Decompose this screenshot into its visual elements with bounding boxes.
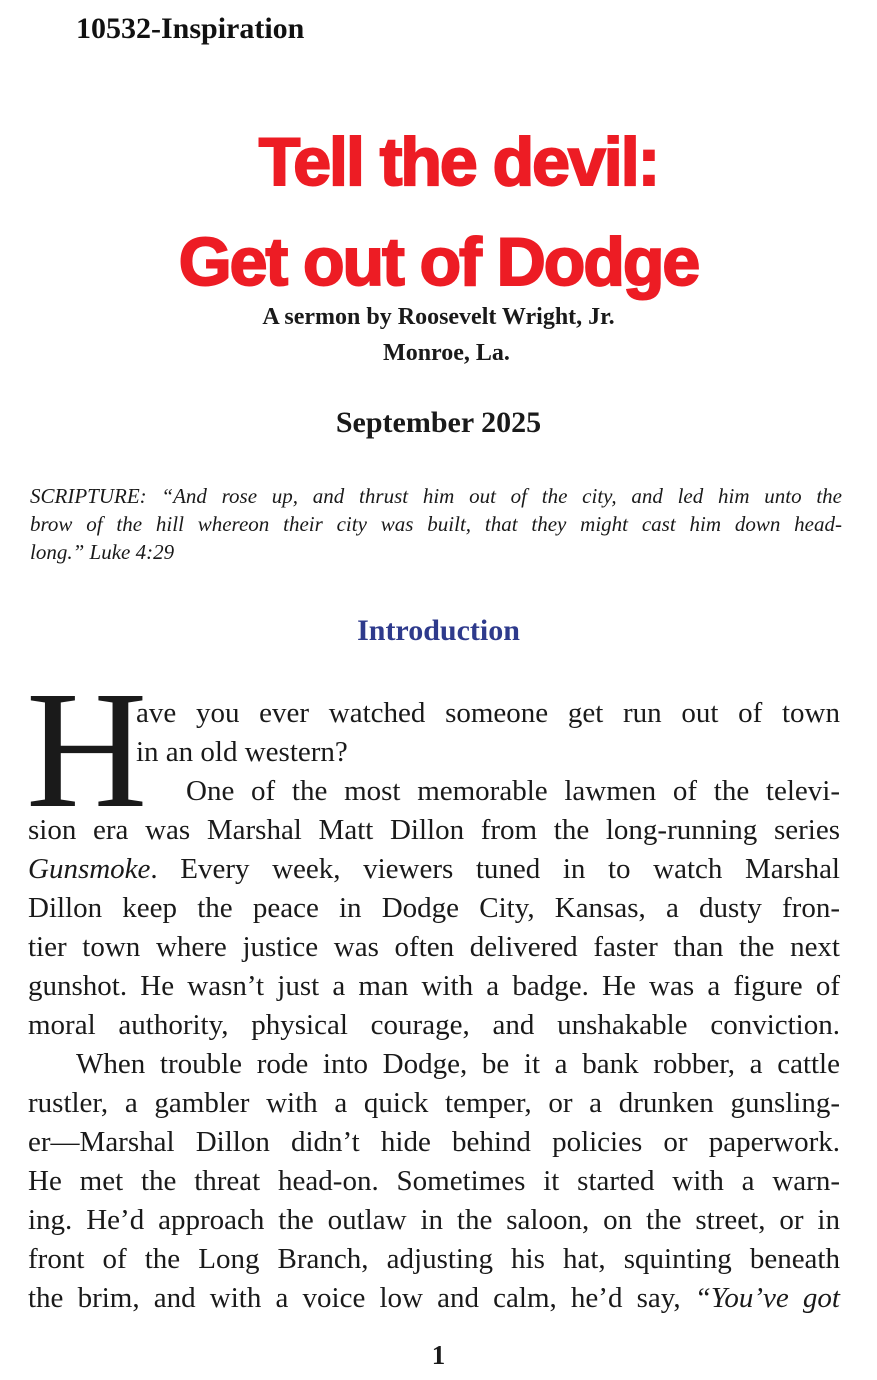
body-line: moral authority, physical courage, and unshakable conviction.: [28, 1009, 840, 1041]
body-line: ing. He’d approach the outlaw in the saloon, on the street, or in: [28, 1204, 840, 1236]
body-line: [28, 850, 840, 889]
body-line: Dillon keep the peace in Dodge City, Kansas, a dusty fron-: [28, 892, 840, 924]
title-line-1: Tell the devil:: [258, 124, 659, 200]
body-line: in an old western?: [136, 736, 348, 768]
title-line-2: Get out of Dodge: [178, 224, 699, 300]
body-line: He met the threat head-on. Sometimes it started with a warn-: [28, 1165, 840, 1197]
section-heading: Introduction: [357, 614, 520, 647]
scripture-line: brow of the hill whereon their city was built, that they might cast him down head-: [30, 512, 842, 536]
quote-italic: “You’ve got: [694, 1282, 840, 1314]
body-line: gunshot. He wasn’t just a man with a badge. He was a figure of: [28, 970, 840, 1002]
body-line: ave you ever watched someone get run out of town: [136, 697, 840, 729]
body-line: rustler, a gambler with a quick temper, or a drunken gunsling-: [28, 1087, 840, 1119]
scripture-line: SCRIPTURE: “And rose up, and thrust him out of the city, and led him unto the: [30, 484, 842, 508]
document-id-label: 10532-Inspiration: [76, 12, 305, 45]
body-line: er—Marshal Dillon didn’t hide behind policies or paperwork.: [28, 1126, 840, 1158]
body-line-start: the brim, and with a voice low and calm, he’d say,: [28, 1282, 695, 1314]
body-line: When trouble rode into Dodge, be it a bank robber, a cattle: [76, 1048, 840, 1080]
publication-date: September 2025: [335, 406, 542, 439]
byline-location: Monroe, La.: [383, 340, 510, 366]
body-line: sion era was Marshal Matt Dillon from the long-running series: [28, 814, 840, 846]
body-line: One of the most memorable lawmen of the televi-: [186, 775, 840, 807]
body-line: [28, 1279, 840, 1318]
page-number: 1: [431, 1340, 446, 1370]
show-title-italic: Gunsmoke: [28, 853, 151, 885]
body-line: front of the Long Branch, adjusting his hat, squinting beneath: [28, 1243, 840, 1275]
byline-author: A sermon by Roosevelt Wright, Jr.: [262, 304, 615, 330]
body-line: tier town where justice was often delivered faster than the next: [28, 931, 840, 963]
drop-cap: H: [26, 657, 148, 843]
scripture-quote: [30, 482, 842, 566]
body-line-rest: . Every week, viewers tuned in to watch Marshal: [150, 853, 840, 885]
scripture-line: long.” Luke 4:29: [30, 540, 175, 564]
body-text: [28, 694, 840, 1318]
